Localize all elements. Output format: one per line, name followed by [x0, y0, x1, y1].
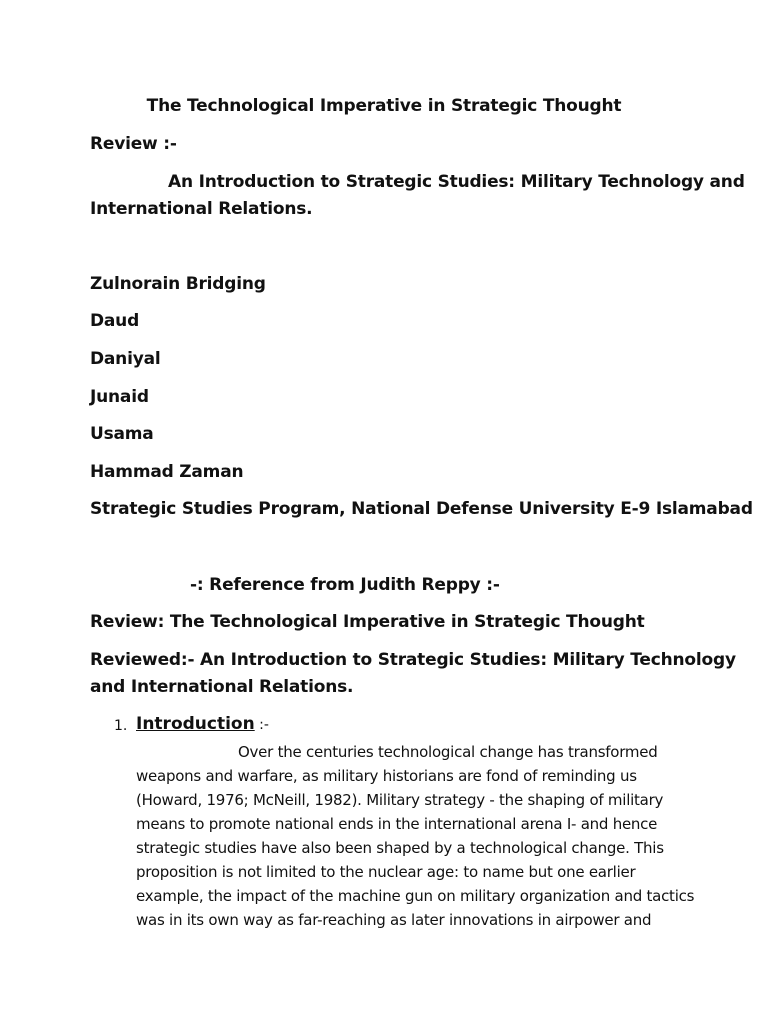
paragraph-line: (Howard, 1976; McNeill, 1982). Military strategy - the shaping of military — [136, 791, 664, 809]
section-title-suffix: :- — [254, 717, 269, 733]
introduction-paragraph — [136, 740, 696, 932]
author-name: Zulnorain Bridging — [90, 274, 266, 294]
review-label: Review :- — [90, 134, 177, 154]
paragraph-line: weapons and warfare, as military historians are fond of reminding us — [136, 767, 637, 785]
review-line: Review: The Technological Imperative in Strategic Thought — [90, 612, 645, 632]
author-name: Usama — [90, 424, 154, 444]
author-name: Daud — [90, 311, 140, 331]
book-title-line-2: International Relations. — [90, 199, 313, 219]
author-name: Junaid — [90, 387, 149, 407]
reviewed-line-2: and International Relations. — [90, 677, 354, 697]
document-title: The Technological Imperative in Strategic Thought — [146, 96, 622, 116]
book-title-line-1: An Introduction to Strategic Studies: Military Technology and — [168, 172, 745, 192]
paragraph-line: proposition is not limited to the nuclear age: to name but one earlier — [136, 863, 636, 881]
paragraph-line: means to promote national ends in the international arena I- and hence — [136, 815, 658, 833]
affiliation: Strategic Studies Program, National Defense University E-9 Islamabad — [90, 499, 753, 519]
section-heading — [136, 714, 269, 735]
author-name: Daniyal — [90, 349, 161, 369]
paragraph-line: strategic studies have also been shaped by a technological change. This — [136, 839, 664, 857]
paragraph-line: example, the impact of the machine gun on military organization and tactics — [136, 887, 695, 905]
paragraph-line: Over the centuries technological change has transformed — [238, 743, 658, 761]
reference-heading: -: Reference from Judith Reppy :- — [190, 575, 500, 595]
paragraph-line: was in its own way as far-reaching as later innovations in airpower and — [136, 911, 652, 929]
author-name: Hammad Zaman — [90, 462, 244, 482]
list-number: 1. — [114, 718, 128, 734]
reviewed-line-1: Reviewed:- An Introduction to Strategic Studies: Military Technology — [90, 650, 736, 670]
section-title: Introduction — [136, 714, 255, 734]
